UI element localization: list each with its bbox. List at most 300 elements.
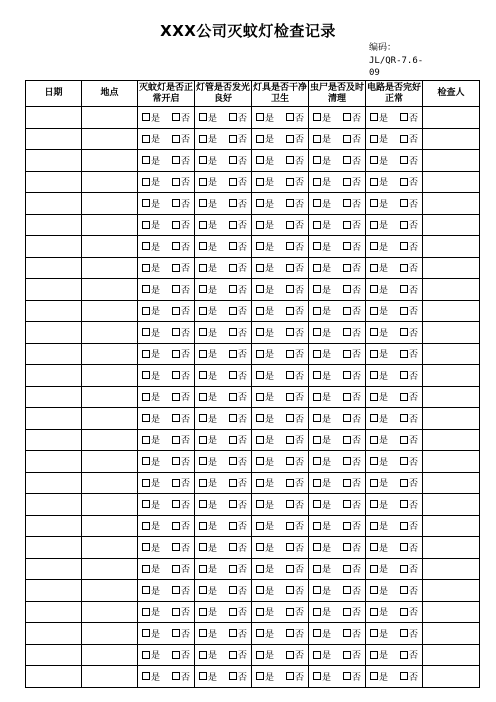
- no-checkbox[interactable]: [400, 436, 408, 444]
- yes-checkbox[interactable]: [313, 565, 321, 573]
- yes-checkbox[interactable]: [313, 264, 321, 272]
- yes-checkbox[interactable]: [142, 586, 150, 594]
- yes-checkbox[interactable]: [142, 608, 150, 616]
- location-cell[interactable]: [82, 494, 138, 516]
- no-checkbox[interactable]: [229, 285, 237, 293]
- inspector-cell[interactable]: [423, 601, 480, 623]
- date-cell[interactable]: [26, 365, 82, 387]
- yes-checkbox[interactable]: [142, 500, 150, 508]
- yes-checkbox[interactable]: [142, 457, 150, 465]
- yes-checkbox[interactable]: [256, 629, 264, 637]
- inspector-cell[interactable]: [423, 623, 480, 645]
- no-checkbox[interactable]: [343, 113, 351, 121]
- yes-checkbox[interactable]: [313, 113, 321, 121]
- no-checkbox[interactable]: [172, 629, 180, 637]
- no-checkbox[interactable]: [400, 242, 408, 250]
- inspector-cell[interactable]: [423, 128, 480, 150]
- yes-checkbox[interactable]: [313, 371, 321, 379]
- no-checkbox[interactable]: [229, 522, 237, 530]
- yes-checkbox[interactable]: [142, 350, 150, 358]
- yes-checkbox[interactable]: [199, 242, 207, 250]
- location-cell[interactable]: [82, 343, 138, 365]
- yes-checkbox[interactable]: [199, 586, 207, 594]
- yes-checkbox[interactable]: [142, 672, 150, 680]
- yes-checkbox[interactable]: [256, 500, 264, 508]
- yes-checkbox[interactable]: [256, 285, 264, 293]
- yes-checkbox[interactable]: [199, 500, 207, 508]
- no-checkbox[interactable]: [172, 565, 180, 573]
- location-cell[interactable]: [82, 171, 138, 193]
- yes-checkbox[interactable]: [142, 393, 150, 401]
- yes-checkbox[interactable]: [370, 199, 378, 207]
- yes-checkbox[interactable]: [256, 178, 264, 186]
- location-cell[interactable]: [82, 601, 138, 623]
- yes-checkbox[interactable]: [142, 242, 150, 250]
- no-checkbox[interactable]: [400, 565, 408, 573]
- date-cell[interactable]: [26, 214, 82, 236]
- yes-checkbox[interactable]: [199, 479, 207, 487]
- no-checkbox[interactable]: [172, 178, 180, 186]
- date-cell[interactable]: [26, 150, 82, 172]
- no-checkbox[interactable]: [172, 242, 180, 250]
- location-cell[interactable]: [82, 451, 138, 473]
- no-checkbox[interactable]: [343, 199, 351, 207]
- date-cell[interactable]: [26, 537, 82, 559]
- no-checkbox[interactable]: [343, 371, 351, 379]
- no-checkbox[interactable]: [343, 350, 351, 358]
- yes-checkbox[interactable]: [142, 285, 150, 293]
- no-checkbox[interactable]: [229, 543, 237, 551]
- no-checkbox[interactable]: [343, 242, 351, 250]
- no-checkbox[interactable]: [229, 672, 237, 680]
- yes-checkbox[interactable]: [142, 522, 150, 530]
- yes-checkbox[interactable]: [370, 156, 378, 164]
- date-cell[interactable]: [26, 107, 82, 129]
- no-checkbox[interactable]: [343, 221, 351, 229]
- no-checkbox[interactable]: [229, 393, 237, 401]
- inspector-cell[interactable]: [423, 666, 480, 688]
- date-cell[interactable]: [26, 558, 82, 580]
- yes-checkbox[interactable]: [370, 350, 378, 358]
- date-cell[interactable]: [26, 429, 82, 451]
- yes-checkbox[interactable]: [256, 586, 264, 594]
- inspector-cell[interactable]: [423, 365, 480, 387]
- location-cell[interactable]: [82, 214, 138, 236]
- yes-checkbox[interactable]: [370, 543, 378, 551]
- yes-checkbox[interactable]: [313, 436, 321, 444]
- no-checkbox[interactable]: [172, 522, 180, 530]
- date-cell[interactable]: [26, 580, 82, 602]
- yes-checkbox[interactable]: [256, 436, 264, 444]
- yes-checkbox[interactable]: [313, 608, 321, 616]
- yes-checkbox[interactable]: [370, 651, 378, 659]
- no-checkbox[interactable]: [286, 371, 294, 379]
- no-checkbox[interactable]: [286, 651, 294, 659]
- no-checkbox[interactable]: [286, 156, 294, 164]
- no-checkbox[interactable]: [172, 393, 180, 401]
- yes-checkbox[interactable]: [199, 414, 207, 422]
- location-cell[interactable]: [82, 429, 138, 451]
- yes-checkbox[interactable]: [313, 135, 321, 143]
- no-checkbox[interactable]: [343, 500, 351, 508]
- yes-checkbox[interactable]: [313, 543, 321, 551]
- yes-checkbox[interactable]: [370, 221, 378, 229]
- no-checkbox[interactable]: [172, 135, 180, 143]
- yes-checkbox[interactable]: [313, 350, 321, 358]
- no-checkbox[interactable]: [400, 350, 408, 358]
- yes-checkbox[interactable]: [256, 350, 264, 358]
- yes-checkbox[interactable]: [313, 393, 321, 401]
- location-cell[interactable]: [82, 128, 138, 150]
- no-checkbox[interactable]: [229, 586, 237, 594]
- date-cell[interactable]: [26, 408, 82, 430]
- yes-checkbox[interactable]: [199, 457, 207, 465]
- yes-checkbox[interactable]: [142, 264, 150, 272]
- no-checkbox[interactable]: [400, 285, 408, 293]
- no-checkbox[interactable]: [343, 543, 351, 551]
- no-checkbox[interactable]: [286, 457, 294, 465]
- location-cell[interactable]: [82, 644, 138, 666]
- inspector-cell[interactable]: [423, 472, 480, 494]
- yes-checkbox[interactable]: [199, 156, 207, 164]
- yes-checkbox[interactable]: [256, 565, 264, 573]
- location-cell[interactable]: [82, 558, 138, 580]
- no-checkbox[interactable]: [229, 264, 237, 272]
- yes-checkbox[interactable]: [370, 436, 378, 444]
- no-checkbox[interactable]: [172, 436, 180, 444]
- no-checkbox[interactable]: [172, 672, 180, 680]
- yes-checkbox[interactable]: [313, 178, 321, 186]
- inspector-cell[interactable]: [423, 451, 480, 473]
- location-cell[interactable]: [82, 150, 138, 172]
- yes-checkbox[interactable]: [370, 479, 378, 487]
- yes-checkbox[interactable]: [313, 651, 321, 659]
- no-checkbox[interactable]: [286, 221, 294, 229]
- date-cell[interactable]: [26, 386, 82, 408]
- yes-checkbox[interactable]: [313, 522, 321, 530]
- yes-checkbox[interactable]: [142, 651, 150, 659]
- no-checkbox[interactable]: [172, 156, 180, 164]
- no-checkbox[interactable]: [229, 307, 237, 315]
- yes-checkbox[interactable]: [199, 307, 207, 315]
- inspector-cell[interactable]: [423, 429, 480, 451]
- no-checkbox[interactable]: [400, 156, 408, 164]
- no-checkbox[interactable]: [229, 242, 237, 250]
- no-checkbox[interactable]: [286, 307, 294, 315]
- yes-checkbox[interactable]: [199, 135, 207, 143]
- location-cell[interactable]: [82, 257, 138, 279]
- no-checkbox[interactable]: [172, 307, 180, 315]
- date-cell[interactable]: [26, 128, 82, 150]
- date-cell[interactable]: [26, 171, 82, 193]
- no-checkbox[interactable]: [286, 178, 294, 186]
- yes-checkbox[interactable]: [370, 113, 378, 121]
- yes-checkbox[interactable]: [199, 113, 207, 121]
- inspector-cell[interactable]: [423, 257, 480, 279]
- yes-checkbox[interactable]: [142, 629, 150, 637]
- no-checkbox[interactable]: [229, 651, 237, 659]
- yes-checkbox[interactable]: [256, 221, 264, 229]
- yes-checkbox[interactable]: [199, 436, 207, 444]
- no-checkbox[interactable]: [229, 436, 237, 444]
- inspector-cell[interactable]: [423, 494, 480, 516]
- yes-checkbox[interactable]: [256, 522, 264, 530]
- yes-checkbox[interactable]: [256, 543, 264, 551]
- yes-checkbox[interactable]: [370, 285, 378, 293]
- yes-checkbox[interactable]: [370, 307, 378, 315]
- no-checkbox[interactable]: [286, 522, 294, 530]
- yes-checkbox[interactable]: [199, 350, 207, 358]
- no-checkbox[interactable]: [286, 135, 294, 143]
- yes-checkbox[interactable]: [142, 113, 150, 121]
- no-checkbox[interactable]: [400, 113, 408, 121]
- inspector-cell[interactable]: [423, 279, 480, 301]
- no-checkbox[interactable]: [400, 608, 408, 616]
- inspector-cell[interactable]: [423, 322, 480, 344]
- no-checkbox[interactable]: [229, 156, 237, 164]
- no-checkbox[interactable]: [343, 629, 351, 637]
- location-cell[interactable]: [82, 408, 138, 430]
- no-checkbox[interactable]: [400, 328, 408, 336]
- yes-checkbox[interactable]: [199, 672, 207, 680]
- yes-checkbox[interactable]: [370, 371, 378, 379]
- no-checkbox[interactable]: [286, 629, 294, 637]
- no-checkbox[interactable]: [343, 414, 351, 422]
- yes-checkbox[interactable]: [142, 221, 150, 229]
- no-checkbox[interactable]: [400, 672, 408, 680]
- yes-checkbox[interactable]: [256, 608, 264, 616]
- no-checkbox[interactable]: [229, 350, 237, 358]
- yes-checkbox[interactable]: [256, 156, 264, 164]
- location-cell[interactable]: [82, 236, 138, 258]
- date-cell[interactable]: [26, 494, 82, 516]
- yes-checkbox[interactable]: [370, 586, 378, 594]
- yes-checkbox[interactable]: [370, 457, 378, 465]
- no-checkbox[interactable]: [172, 414, 180, 422]
- yes-checkbox[interactable]: [142, 199, 150, 207]
- no-checkbox[interactable]: [400, 393, 408, 401]
- no-checkbox[interactable]: [343, 285, 351, 293]
- location-cell[interactable]: [82, 623, 138, 645]
- inspector-cell[interactable]: [423, 107, 480, 129]
- yes-checkbox[interactable]: [199, 371, 207, 379]
- no-checkbox[interactable]: [400, 479, 408, 487]
- no-checkbox[interactable]: [229, 565, 237, 573]
- no-checkbox[interactable]: [286, 608, 294, 616]
- yes-checkbox[interactable]: [370, 500, 378, 508]
- yes-checkbox[interactable]: [199, 565, 207, 573]
- no-checkbox[interactable]: [172, 264, 180, 272]
- no-checkbox[interactable]: [400, 178, 408, 186]
- no-checkbox[interactable]: [400, 307, 408, 315]
- no-checkbox[interactable]: [343, 328, 351, 336]
- no-checkbox[interactable]: [172, 199, 180, 207]
- inspector-cell[interactable]: [423, 214, 480, 236]
- yes-checkbox[interactable]: [199, 393, 207, 401]
- yes-checkbox[interactable]: [313, 221, 321, 229]
- no-checkbox[interactable]: [400, 522, 408, 530]
- yes-checkbox[interactable]: [199, 199, 207, 207]
- inspector-cell[interactable]: [423, 150, 480, 172]
- yes-checkbox[interactable]: [199, 543, 207, 551]
- no-checkbox[interactable]: [172, 285, 180, 293]
- yes-checkbox[interactable]: [313, 242, 321, 250]
- no-checkbox[interactable]: [343, 135, 351, 143]
- no-checkbox[interactable]: [229, 608, 237, 616]
- date-cell[interactable]: [26, 472, 82, 494]
- yes-checkbox[interactable]: [199, 264, 207, 272]
- inspector-cell[interactable]: [423, 236, 480, 258]
- location-cell[interactable]: [82, 279, 138, 301]
- no-checkbox[interactable]: [343, 672, 351, 680]
- yes-checkbox[interactable]: [370, 414, 378, 422]
- no-checkbox[interactable]: [229, 221, 237, 229]
- yes-checkbox[interactable]: [256, 672, 264, 680]
- yes-checkbox[interactable]: [313, 586, 321, 594]
- no-checkbox[interactable]: [286, 393, 294, 401]
- yes-checkbox[interactable]: [256, 113, 264, 121]
- yes-checkbox[interactable]: [256, 393, 264, 401]
- no-checkbox[interactable]: [172, 350, 180, 358]
- inspector-cell[interactable]: [423, 193, 480, 215]
- no-checkbox[interactable]: [286, 414, 294, 422]
- no-checkbox[interactable]: [286, 436, 294, 444]
- no-checkbox[interactable]: [286, 264, 294, 272]
- no-checkbox[interactable]: [286, 565, 294, 573]
- yes-checkbox[interactable]: [142, 156, 150, 164]
- inspector-cell[interactable]: [423, 408, 480, 430]
- date-cell[interactable]: [26, 451, 82, 473]
- yes-checkbox[interactable]: [142, 414, 150, 422]
- inspector-cell[interactable]: [423, 644, 480, 666]
- inspector-cell[interactable]: [423, 537, 480, 559]
- yes-checkbox[interactable]: [142, 307, 150, 315]
- no-checkbox[interactable]: [343, 479, 351, 487]
- yes-checkbox[interactable]: [142, 371, 150, 379]
- yes-checkbox[interactable]: [256, 651, 264, 659]
- inspector-cell[interactable]: [423, 171, 480, 193]
- yes-checkbox[interactable]: [142, 436, 150, 444]
- no-checkbox[interactable]: [343, 178, 351, 186]
- no-checkbox[interactable]: [400, 371, 408, 379]
- date-cell[interactable]: [26, 236, 82, 258]
- date-cell[interactable]: [26, 300, 82, 322]
- no-checkbox[interactable]: [172, 328, 180, 336]
- location-cell[interactable]: [82, 365, 138, 387]
- location-cell[interactable]: [82, 386, 138, 408]
- yes-checkbox[interactable]: [199, 608, 207, 616]
- yes-checkbox[interactable]: [313, 500, 321, 508]
- no-checkbox[interactable]: [172, 586, 180, 594]
- inspector-cell[interactable]: [423, 300, 480, 322]
- yes-checkbox[interactable]: [370, 264, 378, 272]
- yes-checkbox[interactable]: [199, 522, 207, 530]
- no-checkbox[interactable]: [229, 113, 237, 121]
- yes-checkbox[interactable]: [256, 371, 264, 379]
- no-checkbox[interactable]: [400, 264, 408, 272]
- no-checkbox[interactable]: [343, 307, 351, 315]
- yes-checkbox[interactable]: [142, 178, 150, 186]
- yes-checkbox[interactable]: [370, 178, 378, 186]
- no-checkbox[interactable]: [400, 586, 408, 594]
- yes-checkbox[interactable]: [370, 242, 378, 250]
- no-checkbox[interactable]: [343, 586, 351, 594]
- yes-checkbox[interactable]: [199, 328, 207, 336]
- no-checkbox[interactable]: [172, 371, 180, 379]
- yes-checkbox[interactable]: [142, 565, 150, 573]
- no-checkbox[interactable]: [229, 629, 237, 637]
- date-cell[interactable]: [26, 601, 82, 623]
- yes-checkbox[interactable]: [256, 242, 264, 250]
- no-checkbox[interactable]: [400, 457, 408, 465]
- location-cell[interactable]: [82, 193, 138, 215]
- yes-checkbox[interactable]: [313, 479, 321, 487]
- yes-checkbox[interactable]: [256, 199, 264, 207]
- yes-checkbox[interactable]: [370, 135, 378, 143]
- no-checkbox[interactable]: [400, 199, 408, 207]
- no-checkbox[interactable]: [343, 156, 351, 164]
- date-cell[interactable]: [26, 343, 82, 365]
- no-checkbox[interactable]: [172, 457, 180, 465]
- no-checkbox[interactable]: [400, 651, 408, 659]
- no-checkbox[interactable]: [343, 393, 351, 401]
- yes-checkbox[interactable]: [313, 629, 321, 637]
- no-checkbox[interactable]: [172, 113, 180, 121]
- yes-checkbox[interactable]: [370, 328, 378, 336]
- date-cell[interactable]: [26, 644, 82, 666]
- yes-checkbox[interactable]: [142, 328, 150, 336]
- date-cell[interactable]: [26, 515, 82, 537]
- yes-checkbox[interactable]: [199, 651, 207, 659]
- yes-checkbox[interactable]: [256, 135, 264, 143]
- no-checkbox[interactable]: [343, 608, 351, 616]
- yes-checkbox[interactable]: [256, 328, 264, 336]
- no-checkbox[interactable]: [400, 500, 408, 508]
- date-cell[interactable]: [26, 322, 82, 344]
- yes-checkbox[interactable]: [313, 457, 321, 465]
- yes-checkbox[interactable]: [370, 672, 378, 680]
- yes-checkbox[interactable]: [199, 221, 207, 229]
- no-checkbox[interactable]: [229, 135, 237, 143]
- date-cell[interactable]: [26, 666, 82, 688]
- location-cell[interactable]: [82, 666, 138, 688]
- no-checkbox[interactable]: [172, 651, 180, 659]
- no-checkbox[interactable]: [172, 500, 180, 508]
- no-checkbox[interactable]: [229, 371, 237, 379]
- yes-checkbox[interactable]: [199, 178, 207, 186]
- yes-checkbox[interactable]: [199, 629, 207, 637]
- yes-checkbox[interactable]: [313, 156, 321, 164]
- no-checkbox[interactable]: [286, 500, 294, 508]
- no-checkbox[interactable]: [343, 264, 351, 272]
- no-checkbox[interactable]: [400, 135, 408, 143]
- no-checkbox[interactable]: [400, 414, 408, 422]
- no-checkbox[interactable]: [286, 199, 294, 207]
- no-checkbox[interactable]: [400, 543, 408, 551]
- location-cell[interactable]: [82, 300, 138, 322]
- yes-checkbox[interactable]: [370, 565, 378, 573]
- no-checkbox[interactable]: [286, 479, 294, 487]
- no-checkbox[interactable]: [400, 629, 408, 637]
- inspector-cell[interactable]: [423, 386, 480, 408]
- inspector-cell[interactable]: [423, 515, 480, 537]
- location-cell[interactable]: [82, 537, 138, 559]
- yes-checkbox[interactable]: [370, 608, 378, 616]
- yes-checkbox[interactable]: [313, 199, 321, 207]
- location-cell[interactable]: [82, 515, 138, 537]
- no-checkbox[interactable]: [343, 522, 351, 530]
- yes-checkbox[interactable]: [313, 672, 321, 680]
